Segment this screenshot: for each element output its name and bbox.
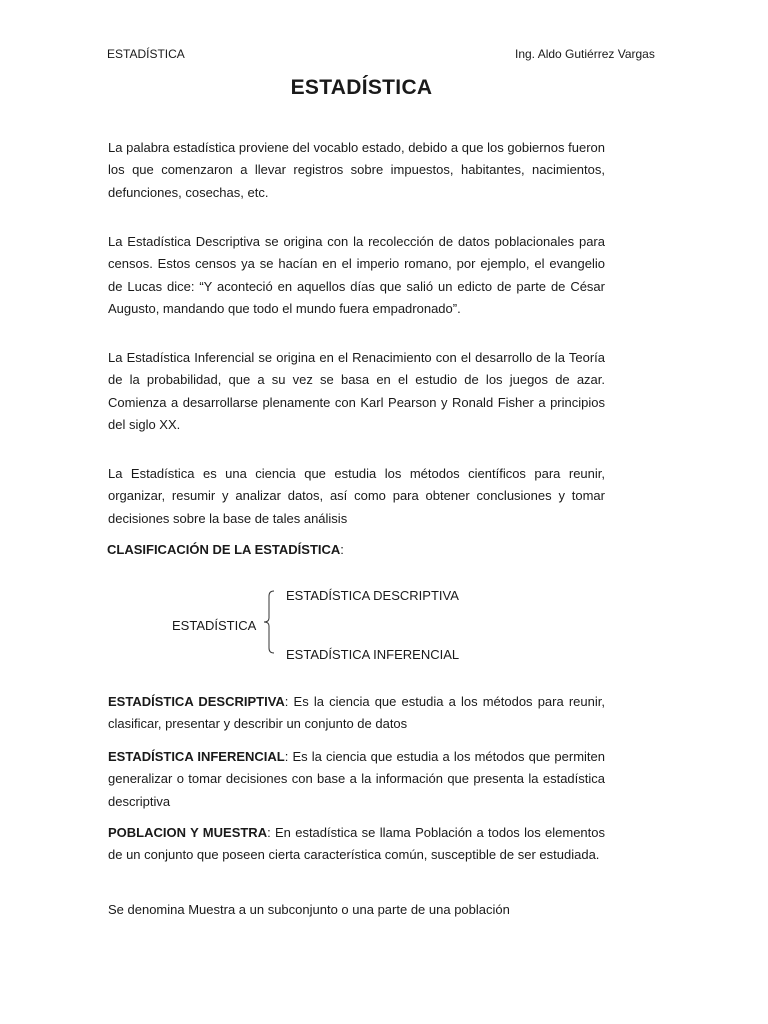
brace-icon bbox=[261, 590, 275, 654]
classification-heading-label: CLASIFICACIÓN DE LA ESTADÍSTICA bbox=[107, 542, 341, 557]
closing-sentence: Se denomina Muestra a un subconjunto o una parte de una población bbox=[108, 902, 510, 917]
paragraph-origin: La palabra estadística proviene del vocablo estado, debido a que los gobiernos fueron los que comenzaron a llevar registros sobre impuestos, habitantes, nacimientos, defunciones, cosechas, etc. bbox=[108, 140, 605, 200]
page-title: ESTADÍSTICA bbox=[290, 76, 433, 99]
definition-descriptive bbox=[108, 691, 605, 736]
definition-inferential-term: ESTADÍSTICA INFERENCIAL bbox=[108, 749, 285, 764]
paragraph-definition: La Estadística es una ciencia que estudia los métodos científicos para reunir, organizar, resumir y analizar datos, así como para obtener conclusiones y tomar decisiones sobre la base de tales análisis bbox=[108, 466, 605, 526]
paragraph-inferential: La Estadística Inferencial se origina en el Renacimiento con el desarrollo de la Teoría de la probabilidad, que a su vez se basa en el estudio de los juegos de azar. Comienza a desarrollarse plenamente con Karl Pearson y Ronald Fisher a principios del siglo XX. bbox=[108, 350, 605, 432]
classification-heading-suffix: : bbox=[340, 542, 344, 557]
definition-descriptive-text: : Es la ciencia que estudia a los métodos para reunir, clasificar, presentar y describir un conjunto de datos bbox=[108, 694, 605, 732]
definition-inferential bbox=[108, 746, 605, 813]
definition-population-term: POBLACION Y MUESTRA bbox=[108, 825, 268, 840]
classification-root: ESTADÍSTICA bbox=[172, 618, 257, 633]
classification-branch-inferential: ESTADÍSTICA INFERENCIAL bbox=[286, 647, 460, 662]
header-right: Ing. Aldo Gutiérrez Vargas bbox=[515, 47, 655, 61]
classification-heading bbox=[107, 542, 344, 557]
paragraph-descriptive: La Estadística Descriptiva se origina con la recolección de datos poblacionales para censos. Estos censos ya se hacían en el imperio romano, por ejemplo, el evangelio de Lucas dice: “Y aconteció en aquellos días que salió un edicto de parte de César Augusto, mandando que todo el mundo fuera empadronado”. bbox=[108, 234, 605, 316]
definition-inferential-text: : Es la ciencia que estudia a los métodos que permiten generalizar o tomar decisiones con base a la información que presenta la estadística descriptiva bbox=[108, 749, 605, 809]
definition-population-text: : En estadística se llama Población a todos los elementos de un conjunto que poseen cierta característica común, susceptible de ser estudiada. bbox=[108, 825, 606, 863]
definition-population bbox=[108, 822, 605, 867]
header-left: ESTADÍSTICA bbox=[107, 47, 185, 61]
classification-branch-descriptive: ESTADÍSTICA DESCRIPTIVA bbox=[286, 588, 459, 603]
definition-descriptive-term: ESTADÍSTICA DESCRIPTIVA bbox=[108, 694, 285, 709]
